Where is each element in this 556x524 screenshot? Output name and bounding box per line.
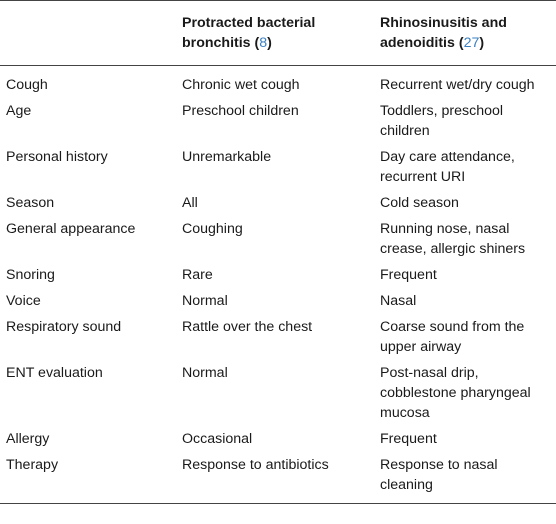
cell-protracted-bacterial-bronchitis: All (182, 195, 198, 211)
header-label: Protracted bacterial bronchitis ( (182, 15, 320, 51)
cell-protracted-bacterial-bronchitis: Rattle over the chest (182, 319, 313, 335)
table-header (0, 1, 556, 66)
cell-protracted-bacterial-bronchitis: Response to antibiotics (182, 457, 329, 473)
cell-protracted-bacterial-bronchitis: Normal (182, 365, 228, 381)
table-row (0, 360, 556, 426)
table-row (0, 98, 556, 144)
cell-rhinosinusitis-adenoiditis: Toddlers, preschool children (380, 103, 504, 139)
cell-rhinosinusitis-adenoiditis: Nasal (380, 293, 417, 309)
cell-rhinosinusitis-adenoiditis: Frequent (380, 267, 437, 283)
cell-feature: Season (6, 195, 55, 211)
cell-feature: Personal history (6, 149, 108, 165)
table-row (0, 452, 556, 504)
cell-feature: Cough (6, 77, 48, 93)
header-cell-protracted-bacterial-bronchitis (176, 1, 374, 66)
header-suffix: ) (267, 35, 272, 51)
cell-protracted-bacterial-bronchitis: Occasional (182, 431, 253, 447)
cell-feature: Age (6, 103, 32, 119)
cell-feature: Respiratory sound (6, 319, 122, 335)
cell-rhinosinusitis-adenoiditis: Response to nasal cleaning (380, 457, 498, 493)
cell-feature: Therapy (6, 457, 59, 473)
cell-rhinosinusitis-adenoiditis: Coarse sound from the upper airway (380, 319, 525, 355)
cell-rhinosinusitis-adenoiditis: Frequent (380, 431, 437, 447)
table-row (0, 144, 556, 190)
table-body (0, 66, 556, 504)
cell-protracted-bacterial-bronchitis: Rare (182, 267, 213, 283)
cell-protracted-bacterial-bronchitis: Preschool children (182, 103, 299, 119)
reference-link-27[interactable]: 27 (463, 35, 480, 51)
cell-protracted-bacterial-bronchitis: Chronic wet cough (182, 77, 300, 93)
header-row (0, 1, 556, 66)
table-row (0, 288, 556, 314)
cell-feature: Voice (6, 293, 41, 309)
reference-link-8[interactable]: 8 (259, 35, 268, 51)
cell-protracted-bacterial-bronchitis: Unremarkable (182, 149, 272, 165)
table-row (0, 190, 556, 216)
header-cell-feature (0, 1, 176, 66)
header-suffix: ) (479, 35, 485, 51)
table-row (0, 426, 556, 452)
cell-rhinosinusitis-adenoiditis: Running nose, nasal crease, allergic shiners (380, 221, 526, 257)
cell-rhinosinusitis-adenoiditis: Day care attendance, recurrent URI (380, 149, 515, 185)
cell-feature: Snoring (6, 267, 55, 283)
cell-feature: Allergy (6, 431, 50, 447)
cell-feature: ENT evaluation (6, 365, 103, 381)
table-row (0, 314, 556, 360)
header-cell-rhinosinusitis-adenoiditis (374, 1, 556, 66)
header-label: Rhinosinusitis and adenoiditis ( (380, 15, 511, 51)
cell-rhinosinusitis-adenoiditis: Recurrent wet/dry cough (380, 77, 535, 93)
table-row (0, 216, 556, 262)
table-row (0, 262, 556, 288)
cell-protracted-bacterial-bronchitis: Normal (182, 293, 228, 309)
cell-rhinosinusitis-adenoiditis: Post-nasal drip, cobblestone pharyngeal mucosa (380, 365, 531, 421)
cell-protracted-bacterial-bronchitis: Coughing (182, 221, 243, 237)
cell-rhinosinusitis-adenoiditis: Cold season (380, 195, 459, 211)
cell-feature: General appearance (6, 221, 136, 237)
table-row (0, 66, 556, 99)
